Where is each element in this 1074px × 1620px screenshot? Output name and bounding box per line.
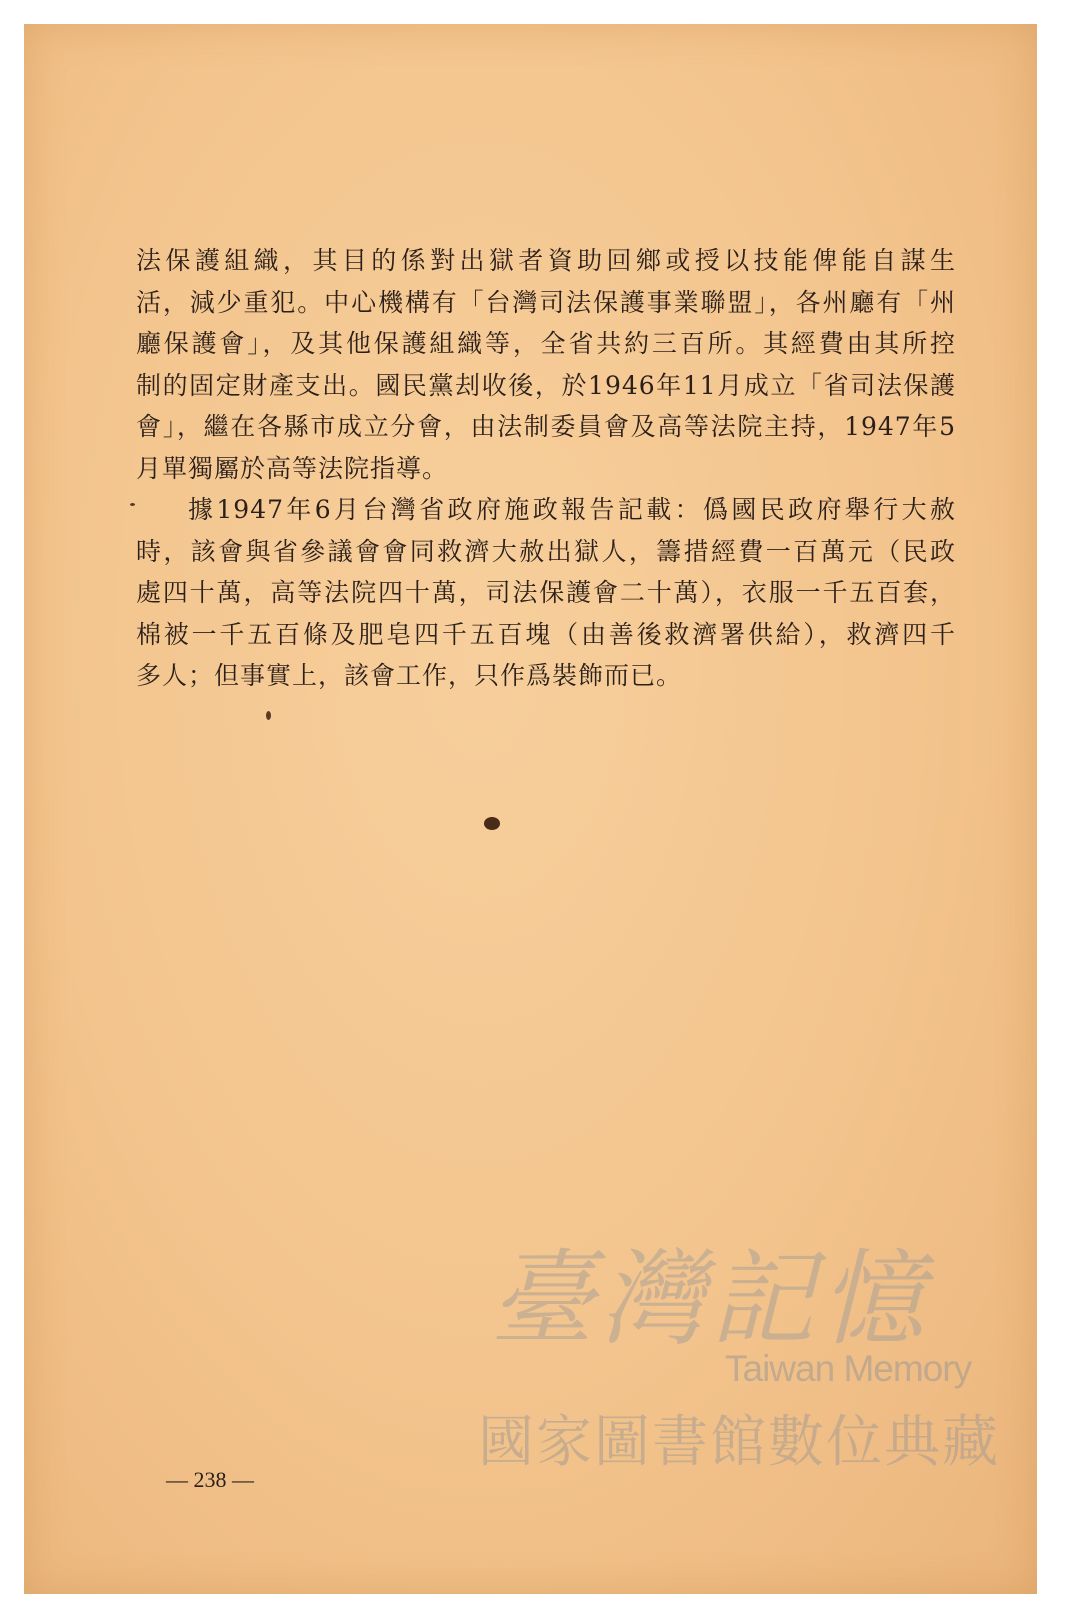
watermark-library: 國家圖書館數位典藏 [478, 1410, 1000, 1475]
ink-spot [130, 503, 135, 506]
ink-spot [484, 817, 500, 830]
watermark-calligraphy: 臺灣記憶 [490, 1238, 931, 1360]
text-line: 時，該會與省參議會會同救濟大赦出獄人，籌措經費一百萬元（民政 [136, 536, 956, 566]
text-line: 棉被一千五百條及肥皂四千五百塊（由善後救濟署供給），救濟四千 [136, 619, 956, 649]
page-number: — 238 — [166, 1467, 254, 1492]
text-line: 活，減少重犯。中心機構有「台灣司法保護事業聯盟」，各州廳有「州 [136, 287, 956, 317]
text-line: 法保護組織，其目的係對出獄者資助回鄉或授以技能俾能自謀生 [136, 246, 956, 275]
text-line: 廳保護會」，及其他保護組織等，全省共約三百所。其經費由其所控 [136, 329, 956, 358]
text-line: 制的固定財產支出。國民黨刦收後，於1946年11月成立「省司法保護 [136, 370, 956, 400]
text-line: 會」，繼在各縣市成立分會，由法制委員會及高等法院主持，1947年5 [136, 412, 956, 441]
text-line: 據1947年6月台灣省政府施政報告記載：僞國民政府舉行大赦 [188, 495, 956, 524]
body-text [136, 240, 956, 697]
ink-spot [266, 711, 271, 720]
text-line: 多人；但事實上，該會工作，只作爲裝飾而已。 [136, 661, 683, 690]
watermark-english: Taiwan Memory [725, 1348, 972, 1389]
text-line: 處四十萬，高等法院四十萬，司法保護會二十萬），衣服一千五百套， [136, 578, 956, 607]
watermark [470, 1215, 1010, 1495]
text-line: 月單獨屬於高等法院指導。 [136, 453, 449, 483]
